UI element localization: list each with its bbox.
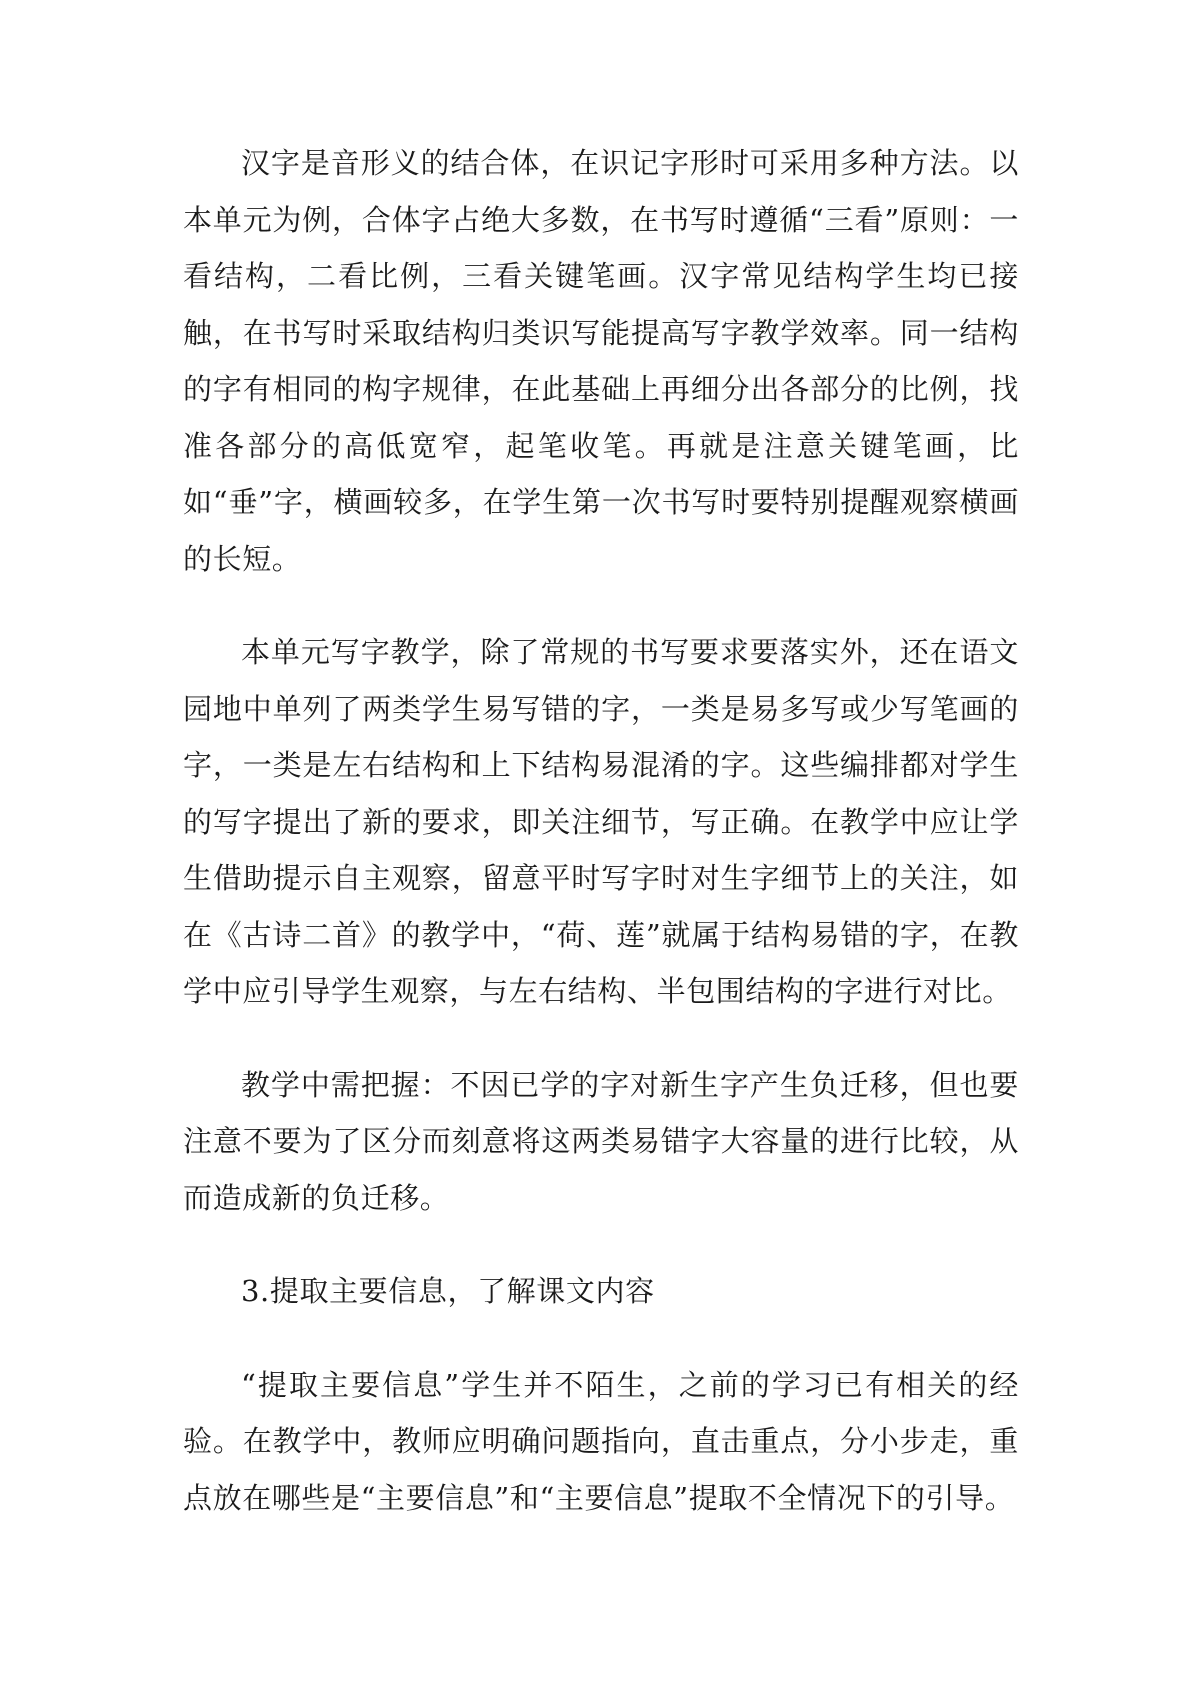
paragraph-teaching-note: 教学中需把握：不因已学的字对新生字产生负迁移，但也要注意不要为了区分而刻意将这两类易错字大容量的进行比较，从而造成新的负迁移。 <box>183 1067 1019 1215</box>
section-heading-3: 3.提取主要信息，了解课文内容 <box>241 1274 655 1308</box>
paragraph-hanzi-recognition: 汉字是音形义的结合体，在识记字形时可采用多种方法。以本单元为例，合体字占绝大多数，在书写时遵循“三看”原则：一看结构，二看比例，三看关键笔画。汉字常见结构学生均已接触，在书写时采取结构归类识写能提高写字教学效率。同一结构的字有相同的构字规律，在此基础上再细分出各部分的比例，找准各部分的高低宽窄，起笔收笔。再就是注意关键笔画，比如“垂”字，横画较多，在学生第一次书写时要特别提醒观察横画的长短。 <box>183 146 1019 576</box>
paragraph-writing-instruction: 本单元写字教学，除了常规的书写要求要落实外，还在语文园地中单列了两类学生易写错的字，一类是易多写或少写笔画的字，一类是左右结构和上下结构易混淆的字。这些编排都对学生的写字提出了新的要求，即关注细节，写正确。在教学中应让学生借助提示自主观察，留意平时写字时对生字细节上的关注，如在《古诗二首》的教学中，“荷、莲”就属于结构易错的字，在教学中应引导学生观察，与左右结构、半包围结构的字进行对比。 <box>183 635 1019 1008</box>
document-body <box>183 135 1019 1526</box>
paragraph-main-info: “提取主要信息”学生并不陌生，之前的学习已有相关的经验。在教学中，教师应明确问题指向，直击重点，分小步走，重点放在哪些是“主要信息”和“主要信息”提取不全情况下的引导。 <box>183 1367 1019 1515</box>
